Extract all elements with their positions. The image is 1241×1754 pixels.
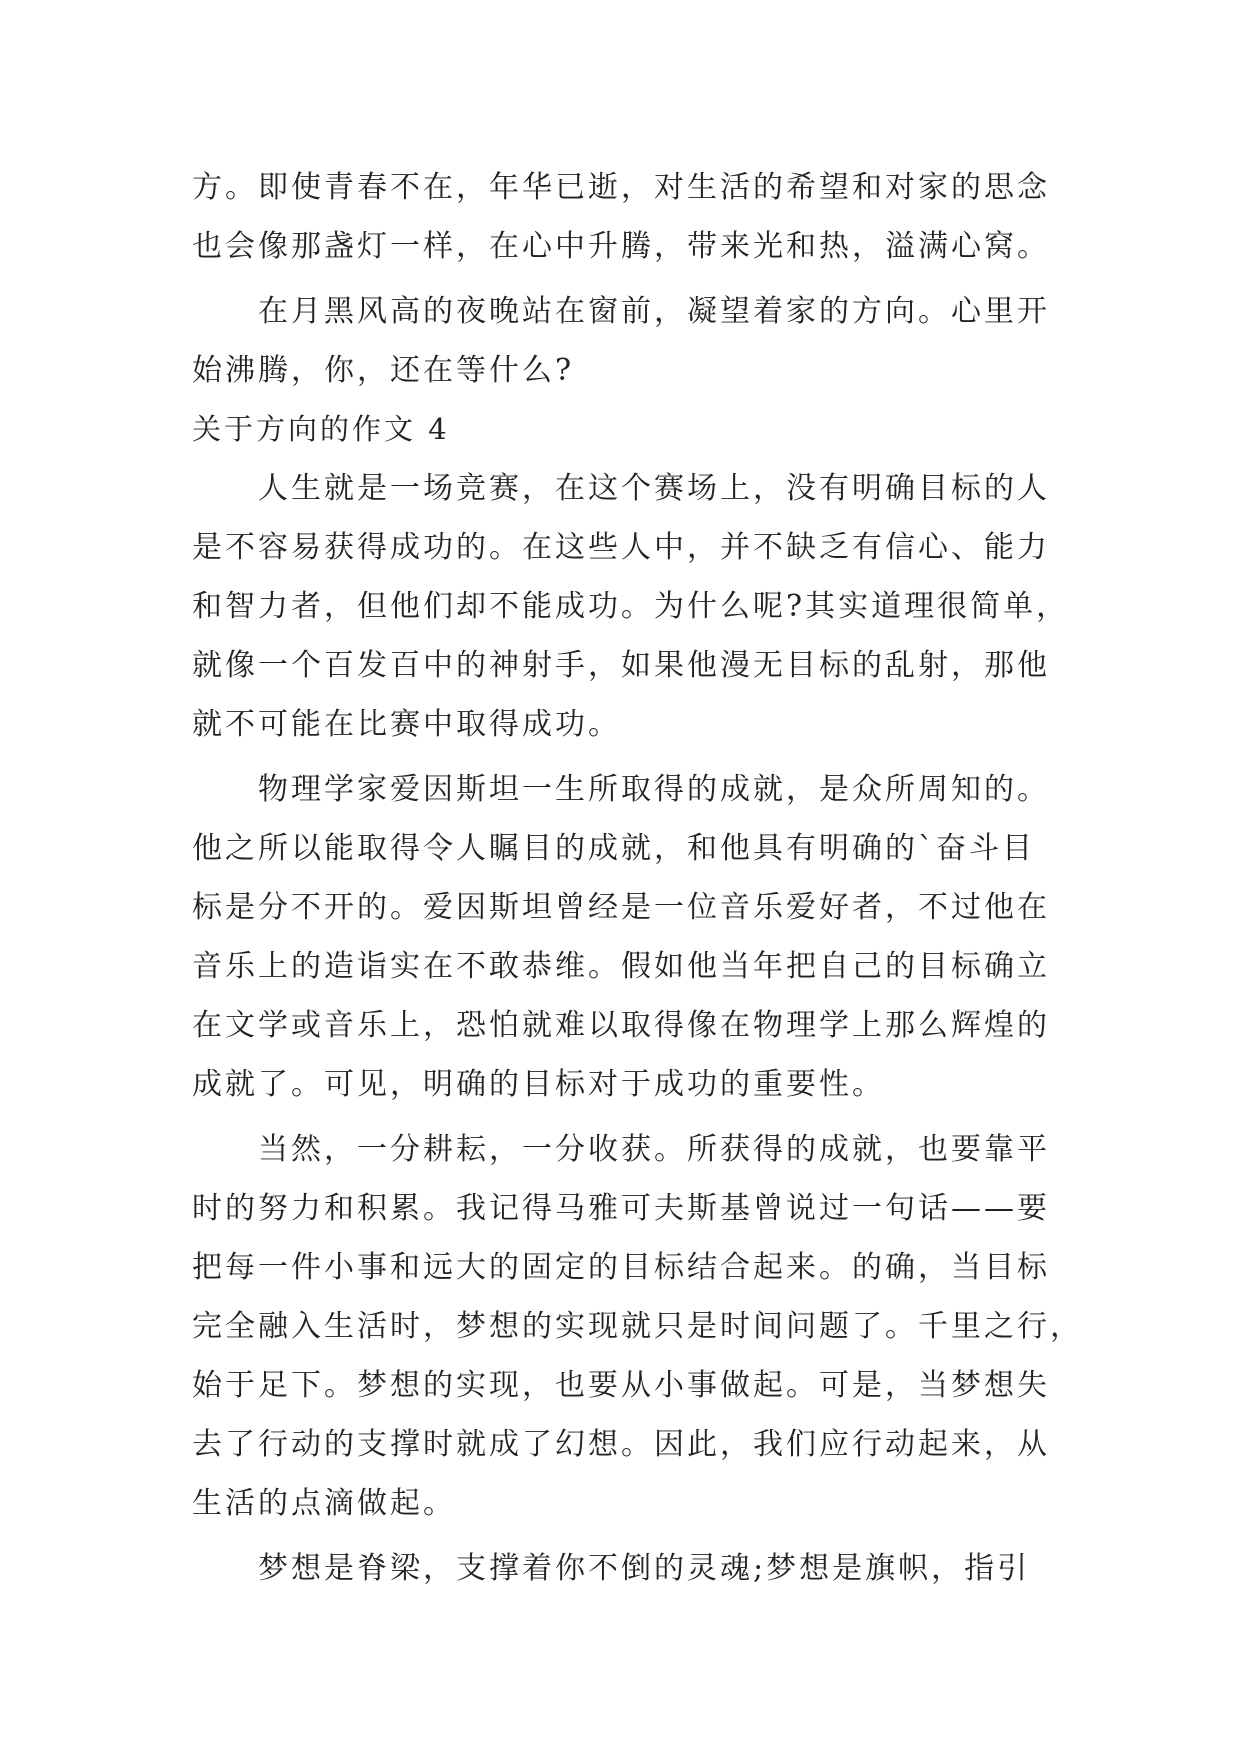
text-line: 把每一件小事和远大的固定的目标结合起来。的确，当目标	[192, 1250, 1050, 1285]
text-line: 他之所以能取得令人瞩目的成就，和他具有明确的`奋斗目	[192, 831, 1035, 866]
text-line: 就像一个百发百中的神射手，如果他漫无目标的乱射，那他	[192, 648, 1050, 683]
paragraph-start: 在月黑风高的夜晚站在窗前，凝望着家的方向。心里开	[258, 294, 1050, 329]
paragraph-start: 人生就是一场竞赛，在这个赛场上，没有明确目标的人	[258, 471, 1050, 506]
text-line: 音乐上的造诣实在不敢恭维。假如他当年把自己的目标确立	[192, 949, 1050, 984]
text-line: 和智力者，但他们却不能成功。为什么呢?其实道理很简单，	[192, 589, 1070, 624]
text-line: 完全融入生活时，梦想的实现就只是时间问题了。千里之行，	[192, 1309, 1083, 1344]
text-line: 也会像那盏灯一样，在心中升腾，带来光和热，溢满心窝。	[192, 229, 1050, 264]
section-heading: 关于方向的作文 4	[192, 412, 450, 446]
text-line: 标是分不开的。爱因斯坦曾经是一位音乐爱好者，不过他在	[192, 890, 1050, 925]
paragraph-start: 梦想是脊梁，支撑着你不倒的灵魂;梦想是旗帜，指引	[258, 1551, 1031, 1586]
document-body	[192, 158, 1083, 1598]
text-line: 时的努力和积累。我记得马雅可夫斯基曾说过一句话——要	[192, 1191, 1050, 1226]
text-line: 就不可能在比赛中取得成功。	[192, 707, 621, 742]
text-line: 始于足下。梦想的实现，也要从小事做起。可是，当梦想失	[192, 1368, 1050, 1403]
text-line: 在文学或音乐上，恐怕就难以取得像在物理学上那么辉煌的	[192, 1008, 1050, 1043]
text-line: 生活的点滴做起。	[192, 1486, 456, 1521]
text-line: 去了行动的支撑时就成了幻想。因此，我们应行动起来，从	[192, 1427, 1050, 1462]
paragraph-start: 物理学家爱因斯坦一生所取得的成就，是众所周知的。	[258, 772, 1050, 807]
text-line: 是不容易获得成功的。在这些人中，并不缺乏有信心、能力	[192, 530, 1050, 565]
paragraph-start: 当然，一分耕耘，一分收获。所获得的成就，也要靠平	[258, 1132, 1050, 1167]
text-line: 成就了。可见，明确的目标对于成功的重要性。	[192, 1067, 885, 1102]
text-line: 方。即使青春不在，年华已逝，对生活的希望和对家的思念	[192, 170, 1050, 205]
text-line: 始沸腾，你，还在等什么?	[192, 353, 575, 388]
